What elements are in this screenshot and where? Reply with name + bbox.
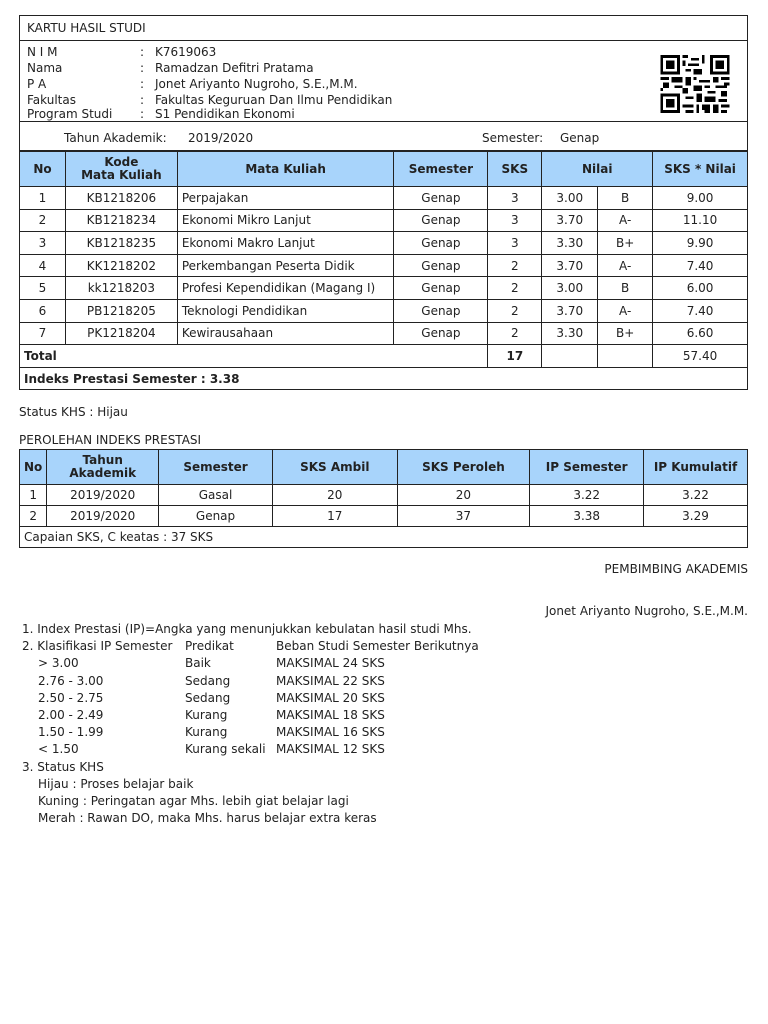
cell-semester: Genap [394, 209, 488, 232]
info-label: Program Studi [27, 107, 113, 121]
table-row [20, 254, 748, 277]
cell-score: 3.30 [542, 322, 598, 345]
cell-kode: PK1218204 [65, 322, 177, 345]
title-box [19, 15, 748, 41]
cell-total: 9.00 [653, 187, 748, 210]
predikat-header: Predikat [185, 639, 234, 654]
cell-sks-ambil: 20 [272, 485, 397, 506]
class-beban: MAKSIMAL 12 SKS [276, 742, 385, 757]
beban-header: Beban Studi Semester Berikutnya [276, 639, 479, 654]
student-info [19, 40, 748, 122]
class-row [22, 690, 472, 707]
cell-score: 3.00 [542, 277, 598, 300]
class-predikat: Sedang [185, 673, 231, 688]
cell-grade: A- [598, 254, 653, 277]
class-range: < 1.50 [38, 742, 79, 757]
info-label: N I M [27, 45, 58, 59]
info-colon: : [140, 77, 145, 91]
semester-label: Semester: [482, 131, 544, 145]
note-ip-definition [22, 621, 472, 638]
cell-ips: 3.22 [530, 485, 644, 506]
cell-sks: 2 [488, 254, 542, 277]
ip-col-tahun [47, 450, 159, 485]
class-range: 2.50 - 2.75 [38, 690, 104, 705]
cell-tahun: 2019/2020 [47, 485, 159, 506]
cell-no: 7 [20, 322, 66, 345]
ip-table [19, 449, 748, 548]
cell-course-name: Ekonomi Mikro Lanjut [177, 209, 394, 232]
table-row [20, 209, 748, 232]
note-text: 2. Klasifikasi IP Semester [22, 639, 173, 654]
cell-course-name: Ekonomi Makro Lanjut [177, 232, 394, 255]
ip-header [20, 450, 748, 485]
col-nilai: Nilai [542, 152, 653, 187]
total-label: Total [20, 345, 488, 368]
table-row [20, 232, 748, 255]
cell-course-name: Perkembangan Peserta Didik [177, 254, 394, 277]
cell-sks: 2 [488, 277, 542, 300]
class-predikat: Kurang sekali [185, 742, 266, 757]
cell-no: 6 [20, 299, 66, 322]
class-predikat: Kurang [185, 707, 228, 722]
cell-kode: KB1218206 [65, 187, 177, 210]
info-value: K7619063 [155, 45, 217, 59]
cell-score: 3.00 [542, 187, 598, 210]
cell-no: 1 [20, 485, 47, 506]
cell-grade: B [598, 277, 653, 300]
cell-kode: KB1218235 [65, 232, 177, 255]
cell-score: 3.70 [542, 299, 598, 322]
info-label: Fakultas [27, 93, 76, 107]
ip-col-tahun-line1: Tahun [82, 453, 123, 467]
cell-ipk: 3.22 [644, 485, 748, 506]
qr-code-icon [660, 55, 730, 113]
info-colon: : [140, 107, 145, 121]
cell-semester: Genap [394, 322, 488, 345]
col-kode [65, 152, 177, 187]
info-value: Ramadzan Defitri Pratama [155, 61, 314, 75]
cell-total: 9.90 [653, 232, 748, 255]
cell-sks: 3 [488, 187, 542, 210]
semester-value: Genap [560, 131, 600, 145]
cell-no: 2 [20, 209, 66, 232]
cell-semester: Genap [394, 254, 488, 277]
col-kode-line2: Mata Kuliah [81, 168, 162, 182]
table-row [20, 485, 748, 506]
total-sks: 17 [488, 345, 542, 368]
class-row [22, 655, 472, 672]
class-row [22, 724, 472, 741]
col-sks-nilai: SKS * Nilai [653, 152, 748, 187]
status-line [22, 776, 472, 793]
cell-ips: 3.38 [530, 506, 644, 527]
total-row [20, 345, 748, 368]
cell-semester: Genap [394, 187, 488, 210]
cell-grade: A- [598, 209, 653, 232]
col-semester: Semester [394, 152, 488, 187]
col-no: No [20, 152, 66, 187]
status-merah: Merah : Rawan DO, maka Mhs. harus belajar extra keras [38, 811, 377, 826]
cell-score: 3.30 [542, 232, 598, 255]
cell-no: 1 [20, 187, 66, 210]
ip-col-no: No [20, 450, 47, 485]
ip-col-ip-semester: IP Semester [530, 450, 644, 485]
cell-semester: Gasal [159, 485, 273, 506]
status-kuning: Kuning : Peringatan agar Mhs. lebih giat belajar lagi [38, 793, 349, 808]
class-predikat: Baik [185, 656, 211, 671]
total-value: 57.40 [653, 345, 748, 368]
cell-course-name: Perpajakan [177, 187, 394, 210]
table-row [20, 277, 748, 300]
info-value: S1 Pendidikan Ekonomi [155, 107, 295, 121]
class-range: 1.50 - 1.99 [38, 725, 104, 740]
cell-kode: KK1218202 [65, 254, 177, 277]
cell-no: 3 [20, 232, 66, 255]
note-classification-header [22, 638, 479, 655]
cell-score: 3.70 [542, 254, 598, 277]
table-row [20, 187, 748, 210]
cell-kode: kk1218203 [65, 277, 177, 300]
cell-total: 7.40 [653, 299, 748, 322]
total-empty-score [542, 345, 598, 368]
status-line [22, 810, 472, 827]
ip-col-tahun-line2: Akademik [69, 466, 137, 480]
cell-kode: KB1218234 [65, 209, 177, 232]
col-mata-kuliah: Mata Kuliah [177, 152, 394, 187]
ips-text: Indeks Prestasi Semester : 3.38 [20, 367, 748, 390]
info-label: P A [27, 77, 47, 91]
academic-year-bar [19, 121, 748, 151]
total-empty-grade [598, 345, 653, 368]
cell-grade: B [598, 187, 653, 210]
cell-total: 6.00 [653, 277, 748, 300]
cell-sks: 3 [488, 209, 542, 232]
table-row [20, 322, 748, 345]
class-beban: MAKSIMAL 20 SKS [276, 690, 385, 705]
col-sks: SKS [488, 152, 542, 187]
ip-col-semester: Semester [159, 450, 273, 485]
advisor-title: PEMBIMBING AKADEMIS [604, 562, 748, 576]
class-beban: MAKSIMAL 18 SKS [276, 707, 385, 722]
cell-sks: 2 [488, 299, 542, 322]
capaian-row [20, 527, 748, 548]
status-line [22, 793, 472, 810]
courses-header [20, 152, 748, 187]
academic-year-label: Tahun Akademik: [64, 131, 167, 145]
cell-grade: A- [598, 299, 653, 322]
class-range: 2.00 - 2.49 [38, 707, 104, 722]
ip-col-ip-kumulatif: IP Kumulatif [644, 450, 748, 485]
col-kode-line1: Kode [104, 155, 139, 169]
cell-semester: Genap [394, 232, 488, 255]
cell-score: 3.70 [542, 209, 598, 232]
cell-grade: B+ [598, 322, 653, 345]
cell-sks-peroleh: 37 [397, 506, 530, 527]
cell-ipk: 3.29 [644, 506, 748, 527]
cell-sks-ambil: 17 [272, 506, 397, 527]
note-text: 3. Status KHS [22, 759, 104, 774]
capaian-text: Capaian SKS, C keatas : 37 SKS [20, 527, 748, 548]
info-colon: : [140, 45, 145, 59]
cell-sks: 3 [488, 232, 542, 255]
cell-course-name: Teknologi Pendidikan [177, 299, 394, 322]
cell-course-name: Profesi Kependidikan (Magang I) [177, 277, 394, 300]
cell-sks: 2 [488, 322, 542, 345]
cell-semester: Genap [394, 299, 488, 322]
table-row [20, 299, 748, 322]
notes [22, 621, 479, 827]
ip-col-sks-ambil: SKS Ambil [272, 450, 397, 485]
cell-semester: Genap [394, 277, 488, 300]
cell-total: 7.40 [653, 254, 748, 277]
cell-no: 4 [20, 254, 66, 277]
status-hijau: Hijau : Proses belajar baik [38, 776, 194, 791]
info-value: Jonet Ariyanto Nugroho, S.E.,M.M. [155, 77, 358, 91]
ips-row [20, 367, 748, 390]
cell-total: 11.10 [653, 209, 748, 232]
ip-col-sks-peroleh: SKS Peroleh [397, 450, 530, 485]
note-status-header [22, 759, 472, 776]
class-beban: MAKSIMAL 22 SKS [276, 673, 385, 688]
info-colon: : [140, 61, 145, 75]
cell-grade: B+ [598, 232, 653, 255]
academic-year-value: 2019/2020 [188, 131, 254, 145]
class-beban: MAKSIMAL 16 SKS [276, 725, 385, 740]
note-text: 1. Index Prestasi (IP)=Angka yang menunjukkan kebulatan hasil studi Mhs. [22, 622, 472, 636]
cell-semester: Genap [159, 506, 273, 527]
cell-no: 2 [20, 506, 47, 527]
info-colon: : [140, 93, 145, 107]
class-beban: MAKSIMAL 24 SKS [276, 656, 385, 671]
table-row [20, 506, 748, 527]
class-row [22, 741, 472, 758]
page-title: KARTU HASIL STUDI [27, 21, 146, 35]
class-row [22, 673, 472, 690]
class-range: > 3.00 [38, 656, 79, 671]
class-row [22, 707, 472, 724]
cell-sks-peroleh: 20 [397, 485, 530, 506]
cell-course-name: Kewirausahaan [177, 322, 394, 345]
cell-total: 6.60 [653, 322, 748, 345]
courses-table [19, 151, 748, 390]
class-predikat: Kurang [185, 725, 228, 740]
class-predikat: Sedang [185, 690, 231, 705]
class-range: 2.76 - 3.00 [38, 673, 104, 688]
ip-section-title: PEROLEHAN INDEKS PRESTASI [19, 433, 202, 447]
cell-no: 5 [20, 277, 66, 300]
status-khs: Status KHS : Hijau [19, 405, 128, 419]
cell-kode: PB1218205 [65, 299, 177, 322]
advisor-name: Jonet Ariyanto Nugroho, S.E.,M.M. [545, 604, 748, 618]
info-value: Fakultas Keguruan Dan Ilmu Pendidikan [155, 93, 393, 107]
cell-tahun: 2019/2020 [47, 506, 159, 527]
info-label: Nama [27, 61, 63, 75]
